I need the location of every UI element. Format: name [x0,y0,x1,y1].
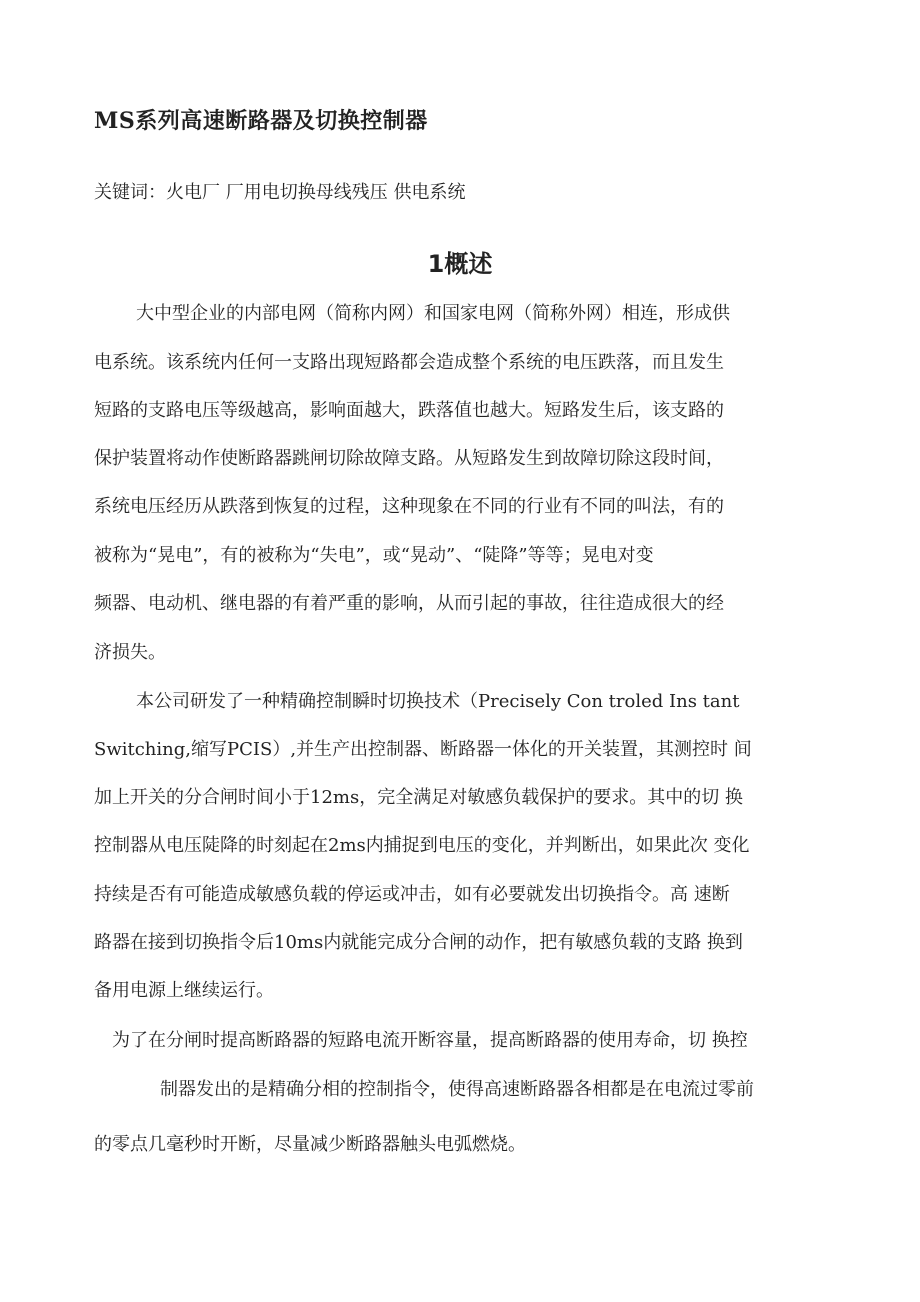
paragraph-line: 控制器从电压陡降的时刻起在2ms内捕捉到电压的变化，并判断出，如果此次 变化 [94,835,750,856]
paragraph-line: 电系统。该系统内任何一支路出现短路都会造成整个系统的电压跌落，而且发生 [94,352,724,373]
document-title: MS系列高速断路器及切换控制器 [94,108,428,134]
paragraph-line: 短路的支路电压等级越高，影响面越大，跌落值也越大。短路发生后，该支路的 [94,400,724,421]
paragraph-line: 路器在接到切换指令后10ms内就能完成分合闸的动作，把有敏感负载的支路 换到 [94,932,743,953]
keywords-line: 关键词：火电厂 厂用电切换母线残压 供电系统 [94,182,466,203]
paragraph-line: 加上开关的分合闸时间小于12ms，完全满足对敏感负载保护的要求。其中的切 换 [94,787,743,808]
paragraph-line: 本公司研发了一种精确控制瞬时切换技术（Precisely Con troled Ins tant [136,691,740,712]
paragraph-line: 频器、电动机、继电器的有着严重的影响，从而引起的事故，往往造成很大的经 [94,593,724,614]
paragraph-line: 济损失。 [94,642,166,663]
paragraph-line: Switching,缩写PCIS）,并生产出控制器、断路器一体化的开关装置，其测控时 间 [94,739,752,760]
paragraph-line: 持续是否有可能造成敏感负载的停运或冲击，如有必要就发出切换指令。高 速断 [94,884,730,905]
paragraph-line: 大中型企业的内部电网（简称内网）和国家电网（简称外网）相连，形成供 [136,303,730,324]
section-heading: 1概述 [427,250,493,278]
paragraph-line: 为了在分闸时提高断路器的短路电流开断容量，提高断路器的使用寿命，切 换控 [112,1030,748,1051]
paragraph-line: 制器发出的是精确分相的控制指令，使得高速断路器各相都是在电流过零前 [160,1079,754,1100]
paragraph-line: 被称为“晃电”，有的被称为“失电”，或“晃动”、“陡降”等等；晃电对变 [94,545,654,566]
paragraph-line: 保护装置将动作使断路器跳闸切除故障支路。从短路发生到故障切除这段时间， [94,448,724,469]
paragraph-line: 备用电源上继续运行。 [94,980,274,1001]
paragraph-line: 的零点几毫秒时开断，尽量减少断路器触头电弧燃烧。 [94,1134,526,1155]
paragraph-line: 系统电压经历从跌落到恢复的过程，这种现象在不同的行业有不同的叫法，有的 [94,496,724,517]
